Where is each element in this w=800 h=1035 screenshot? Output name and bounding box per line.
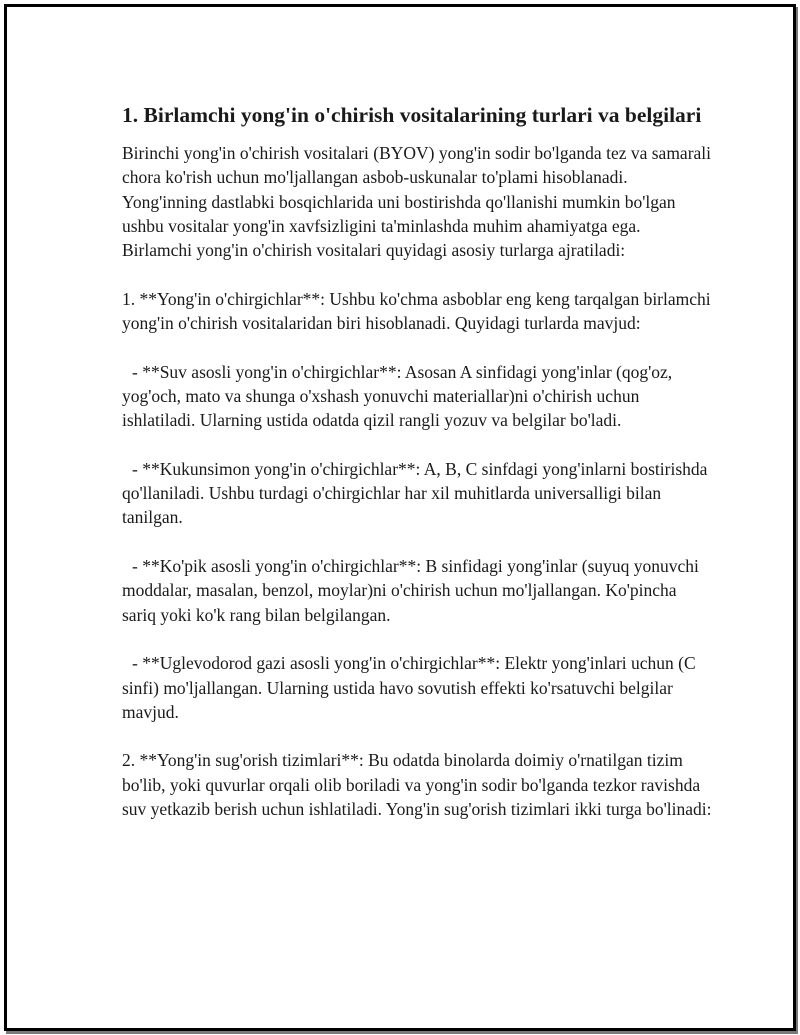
intro-paragraph: Birinchi yong'in o'chirish vositalari (BYOV) yong'in sodir bo'lganda tez va samarali chora ko'rish uchun mo'ljallangan asbob-uskunalar to'plami hisoblanadi. Yong'inning dastlabki bosqichlarida uni bostirishda qo'llanishi mumkin bo'lgan ushbu vositalar yong'in xavfsizligini ta'minlashda muhim ahamiyatga ega. Birlamchi yong'in o'chirish vositalari quyidagi asosiy turlarga ajratiladi: <box>122 143 712 261</box>
sub-item-water-extinguishers: - **Suv asosli yong'in o'chirgichlar**: Asosan A sinfidagi yong'inlar (qog'oz, yog'och, mato va shunga o'xshash yonuvchi materiallar)ni o'chirish uchun ishlatiladi. Ularning ustida odatda qizil rangli yozuv va belgilar bo'ladi. <box>122 361 673 431</box>
page-frame <box>4 4 796 1031</box>
sub-item-powder-extinguishers: - **Kukunsimon yong'in o'chirgichlar**: A, B, C sinfdagi yong'inlarni bostirishda qo'llaniladi. Ushbu turdagi o'chirgichlar har xil muhitlarda universalligi bilan tanilgan. <box>122 458 708 528</box>
document-body <box>122 101 712 846</box>
list-item-fire-extinguishers: 1. **Yong'in o'chirgichlar**: Ushbu ko'chma asboblar eng keng tarqalgan birlamchi yong'in o'chirish vositalaridan biri hisoblanadi. Quyidagi turlarda mavjud: <box>122 288 711 334</box>
sub-item-gas-extinguishers: - **Uglevodorod gazi asosli yong'in o'chirgichlar**: Elektr yong'inlari uchun (C sinfi) mo'ljallangan. Ularning ustida havo sovutish effekti ko'rsatuvchi belgilar mavjud. <box>122 653 696 722</box>
section-heading: 1. Birlamchi yong'in o'chirish vositalarining turlari va belgilari <box>122 103 702 127</box>
sub-item-foam-extinguishers: - **Ko'pik asosli yong'in o'chirgichlar**: B sinfidagi yong'inlar (suyuq yonuvchi moddalar, masalan, benzol, moylar)ni o'chirish uchun mo'ljallangan. Ko'pincha sariq yoki ko'k rang bilan belgilangan. <box>122 556 699 625</box>
list-item-sprinkler-systems: 2. **Yong'in sug'orish tizimlari**: Bu odatda binolarda doimiy o'rnatilgan tizim bo'lib, yoki quvurlar orqali olib boriladi va yong'in sodir bo'lganda tezkor ravishda suv yetkazib berish uchun ishlatiladi. Yong'in sug'orish tizimlari ikki turga bo'linadi: <box>122 750 712 820</box>
